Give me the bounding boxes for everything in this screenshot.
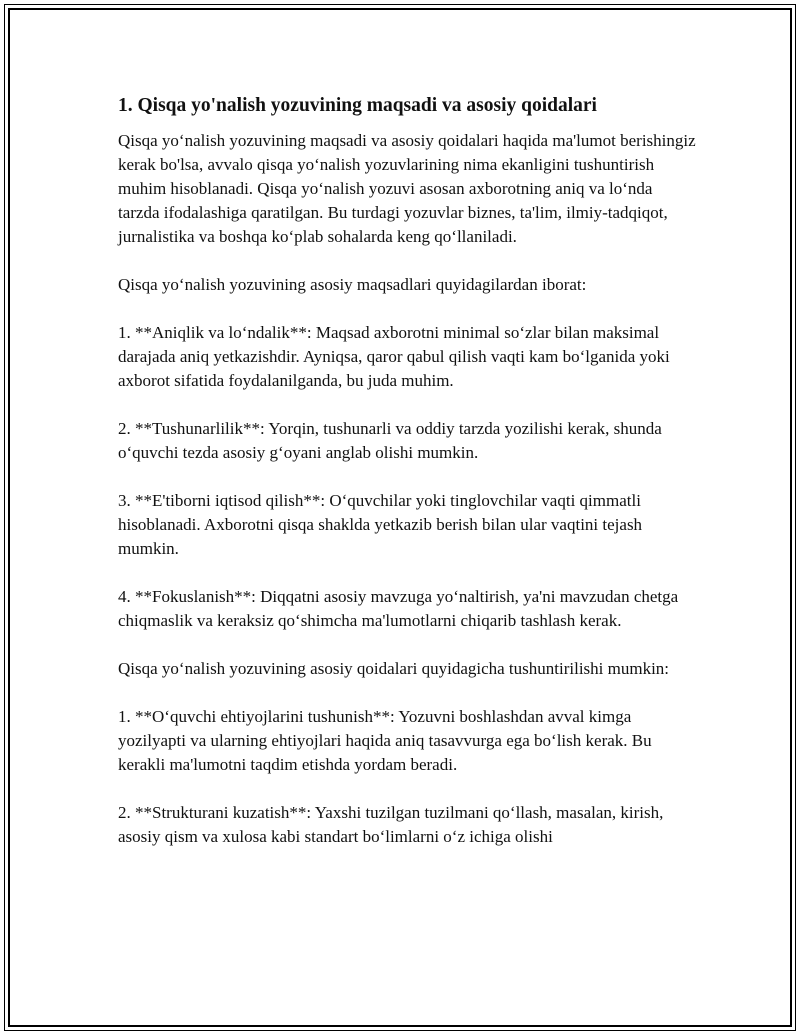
document-body bbox=[118, 93, 698, 873]
goal-item-3: 3. **E'tiborni iqtisod qilish**: O‘quvchilar yoki tinglovchilar vaqti qimmatli hisoblanadi. Axborotni qisqa shaklda yetkazib berish bilan ular vaqtini tejash mumkin. bbox=[118, 491, 643, 558]
goal-item-4: 4. **Fokuslanish**: Diqqatni asosiy mavzuga yo‘naltirish, ya'ni mavzudan chetga chiqmaslik va keraksiz qo‘shimcha ma'lumotlarni chiqarib tashlash kerak. bbox=[118, 587, 679, 630]
goals-intro-paragraph: Qisqa yo‘nalish yozuvining asosiy maqsadlari quyidagilardan iborat: bbox=[118, 275, 587, 294]
goal-item-2: 2. **Tushunarlilik**: Yorqin, tushunarli va oddiy tarzda yozilishi kerak, shunda o‘quvchi tezda asosiy g‘oyani anglab olishi mumkin. bbox=[118, 419, 662, 462]
rules-intro-paragraph: Qisqa yo‘nalish yozuvining asosiy qoidalari quyidagicha tushuntirilishi mumkin: bbox=[118, 659, 670, 678]
section-heading: 1. Qisqa yo'nalish yozuvining maqsadi va asosiy qoidalari bbox=[118, 95, 597, 116]
goal-item-1: 1. **Aniqlik va lo‘ndalik**: Maqsad axborotni minimal so‘zlar bilan maksimal darajada aniq yetkazishdir. Ayniqsa, qaror qabul qilish vaqti kam bo‘lganida yoki axborot sifatida foydalanilganda, bu juda muhim. bbox=[118, 323, 670, 390]
rule-item-2: 2. **Strukturani kuzatish**: Yaxshi tuzilgan tuzilmani qo‘llash, masalan, kirish, asosiy qism va xulosa kabi standart bo‘limlarni o‘z ichiga olishi bbox=[118, 803, 664, 846]
rule-item-1: 1. **O‘quvchi ehtiyojlarini tushunish**: Yozuvni boshlashdan avval kimga yozilyapti va ularning ehtiyojlari haqida aniq tasavvurga ega bo‘lish kerak. Bu kerakli ma'lumotni taqdim etishda yordam beradi. bbox=[118, 707, 652, 774]
intro-paragraph: Qisqa yo‘nalish yozuvining maqsadi va asosiy qoidalari haqida ma'lumot berishingiz kerak bo'lsa, avvalo qisqa yo‘nalish yozuvlarining nima ekanligini tushuntirish muhim hisoblanadi. Qisqa yo‘nalish yozuvi asosan axborotning aniq va lo‘nda tarzda ifodalashiga qaratilgan. Bu turdagi yozuvlar biznes, ta'lim, ilmiy-tadqiqot, jurnalistika va boshqa ko‘plab sohalarda keng qo‘llaniladi. bbox=[118, 131, 696, 246]
